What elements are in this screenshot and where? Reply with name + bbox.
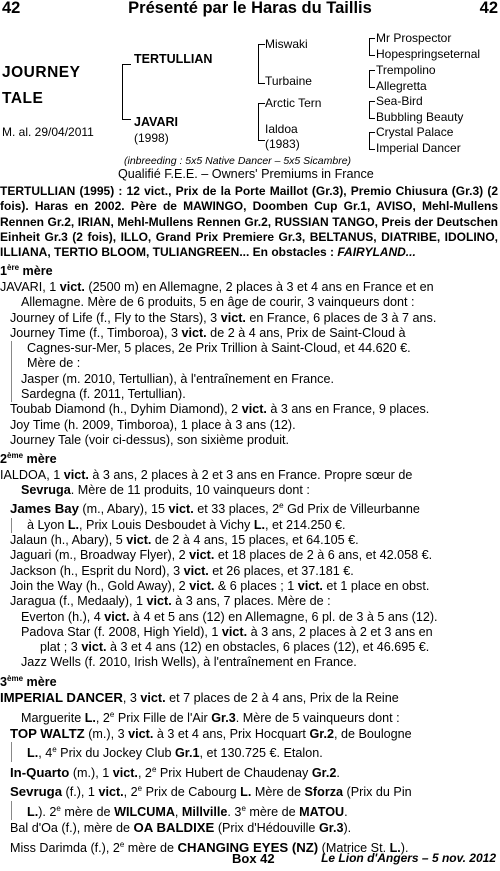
page-title: Présenté par le Haras du Taillis: [128, 0, 372, 17]
second-dam-paragraph: IALDOA, 1 vict. à 3 ans, 2 places à 2 et 3 ans en France. Propre sœur de: [0, 467, 413, 482]
bracket-sire: [258, 44, 265, 84]
produce-miss-darimda: Miss Darimda (f.), 2e mère de CHANGING EYES (NZ) (Matrice St. L.).: [10, 839, 409, 855]
bracket-ss: [369, 38, 375, 56]
produce-journey-tale: Journey Tale (voir ci-dessus), son sixième produit.: [10, 432, 290, 447]
ddd: Imperial Dancer: [376, 141, 461, 155]
produce-join-the-way: Join the Way (h., Gold Away), 2 vict. & 6 places ; 1 vict. et 1 place en obst.: [10, 578, 430, 593]
section-second-dam: 2ème mère: [0, 451, 57, 467]
dds: Crystal Palace: [376, 125, 454, 139]
third-dam-paragraph: IMPERIAL DANCER, 3 vict. et 7 places de 2 à 4 ans, Prix de la Reine: [0, 690, 399, 706]
sire-name: TERTULLIAN: [134, 52, 213, 66]
qualifie-line: Qualifié F.E.E. – Owners' Premiums in France: [118, 167, 374, 181]
dsd: Bubbling Beauty: [376, 110, 464, 124]
bracket-ds: [369, 101, 375, 119]
sss: Mr Prospector: [376, 31, 452, 45]
lot-number-left: 42: [2, 0, 21, 17]
dam-dam: Ialdoa: [265, 122, 298, 136]
ssd: Hopespringseternal: [376, 47, 481, 61]
sdd: Allegretta: [376, 79, 427, 93]
produce-toubab: Toubab Diamond (h., Dyhim Diamond), 2 vict. à 3 ans en France, 9 places.: [10, 402, 430, 417]
horse-name-line2: TALE: [2, 90, 44, 107]
produce-in-quarto: In-Quarto (m.), 1 vict., 2e Prix Hubert de Chaudenay Gr.2.: [10, 764, 340, 780]
page-footer: [0, 851, 500, 869]
page-header: [0, 0, 500, 20]
produce-jaragua: Jaragua (f., Medaaly), 1 vict. à 3 ans, 7 places. Mère de :: [10, 594, 331, 609]
produce-sevruga: Sevruga (f.), 1 vict., 2e Prix de Cabourg L. Mère de Sforza (Prix du Pin: [10, 784, 412, 800]
box-number: Box 42: [232, 851, 275, 866]
sds: Trempolino: [376, 63, 436, 77]
produce-jalaun: Jalaun (h., Abary), 5 vict. de 2 à 4 ans, 15 places, et 64.105 €.: [10, 533, 359, 548]
bracket-dd: [369, 132, 375, 150]
produce-journey-of-life: Journey of Life (f., Fly to the Stars), 3 vict. en France, 6 places de 3 à 7 ans.: [10, 310, 437, 325]
produce-joy-time: Joy Time (h. 2009, Timboroa), 1 place à 3 ans (12).: [10, 417, 296, 432]
sire-dam: Turbaine: [265, 74, 312, 88]
dam-dam-year: (1983): [265, 137, 300, 151]
section-first-dam: 1ère mère: [0, 263, 53, 279]
produce-james-bay: James Bay (m., Abary), 15 vict. et 33 places, 2e Gd Prix de Villeurbanne: [10, 501, 420, 517]
dam-sire: Arctic Tern: [265, 96, 322, 110]
produce-bal-doa: Bal d'Oa (f.), mère de OA BALDIXE (Prix d'Hédouville Gr.3).: [10, 820, 352, 836]
catalogue-body: TERTULLIAN (1995) : 12 vict., Prix de la Porte Maillot (Gr.3), Premio Chiusura (Gr.3) (2 fois). Haras en 2002. Père de MAWINGO, Doomben Cup Gr.1, AVISO, Mehl-Mullens Rennen Gr.2, IRIAN, Mehl-Mullens Rennen Gr.2, RUSSIAN TANGO, Preis der Deutschen Einheit Gr.3 (2 fois), ILLO, Grand Prix Premiere Gr.3, BELTANUS, DIATRIBE, IDOLINO, ILLIANA, TERTIO BLOOM, TULIANGREEN... En obstacles : FAIRYLAND... 1ère mère JAVARI, 1 vict. (2500 m) en Allemagne, 2 places à 3 et 4 ans en France et en Allemagne. Mère de 6 produits, 5 en âge de courir, 3 vainqueurs dont : Journey of Life (f., Fly to the Stars), 3 vict. en France, 6 places de 3 à 7 ans. Journey Time (f., Timboroa), 3 vict. de 2 à 4 ans, Prix de Saint-Cloud à Cagnes-sur-Mer, 5 places, 2e Prix Trillion à Saint-Cloud, et 44.620 €. Mère de : Jasper (m. 2010, Tertullian), à l'entraînement en France. Sardegna (f. 2011, Tertullian). Toubab Diamond (h., Dyhim Diamond), 2 vict. à 3 ans en France, 9 places. Joy Time (h. 2009, Timboroa), 1 place à 3 ans (12). Journey Tale (voir ci-dessus), son sixième produit. 2ème mère IALDOA, 1 vict. à 3 ans, 2 places à 2 et 3 ans en France. Propre sœur de Sevruga. Mère de 11 produits, 10 vainqueurs dont : James Bay (m., Abary), 15 vict. et 33 places, 2e Gd Prix de Villeurbanne à Lyon L., Prix Louis Desboudet à Vichy L., et 214.250 €. Jalaun (h., Abary), 5 vict. de 2 à 4 ans, 15 places, et 64.105 €. Jaguari (m., Broadway Flyer), 2 vict. et 18 places de 2 à 6 ans, et 42.058 €. Jackson (h., Esprit du Nord), 3 vict. et 26 places, et 37.181 €. Join the Way (h., Gold Away), 2 vict. & 6 places ; 1 vict. et 1 place en obst. Jaragua (f., Medaaly), 1 vict. à 3 ans, 7 places. Mère de : Everton (h.), 4 vict. à 4 et 5 ans (12) en Allemagne, 6 pl. de 3 à 5 ans (12). Padova Star (f. 2008, High Yield), 1 vict. à 3 ans, 2 places à 2 et 3 ans en plat ; 3 vict. à 3 et 4 ans (12) en obstacles, 6 places (12), et 46.695 €. Jazz Wells (f. 2010, Irish Wells), à l'entraînement en France. 3ème mère IMPERIAL DANCER, 3 vict. et 7 places de 2 à 4 ans, Prix de la Reine Marguerite L., 2e Prix Fille de l'Air Gr.3. Mère de 5 vainqueurs dont : TOP WALTZ (m.), 3 vict. à 3 et 4 ans, Prix Hocquart Gr.2, de Boulogne L., 4e Prix du Jockey Club Gr.1, et 130.725 €. Etalon. In-Quarto (m.), 1 vict., 2e Prix Hubert de Chaudenay Gr.2. Sevruga (f.), 1 vict., 2e Prix de Cabourg L. Mère de Sforza (Prix du Pin L.). 2e mère de WILCUMA, Millville. 3e mère de MATOU. Bal d'Oa (f.), mère de OA BALDIXE (Prix d'Hédouville Gr.3). Miss Darimda (f.), 2e mère de CHANGING EYES (NZ) (Matrice St. L.).: [0, 184, 498, 855]
bracket-sd: [369, 70, 375, 88]
section-third-dam: 3ème mère: [0, 673, 57, 689]
sire-sire: Miswaki: [265, 37, 308, 51]
lot-number-right: 42: [479, 0, 498, 17]
inbreeding-note: (inbreeding : 5x5 Native Dancer – 5x5 Sicambre): [124, 155, 352, 167]
sire-paragraph: TERTULLIAN (1995) : 12 vict., Prix de la Porte Maillot (Gr.3), Premio Chiusura (Gr.3) (2 fois). Haras en 2002. Père de MAWINGO, Doomben Cup Gr.1, AVISO, Mehl-Mullens Rennen Gr.2, IRIAN, Mehl-Mullens Rennen Gr.2, RUSSIAN TANGO, Preis der Deutschen Einheit Gr.3 (2 fois), ILLO, Grand Prix Premiere Gr.3, BELTANUS, DIATRIBE, IDOLINO, ILLIANA, TERTIO BLOOM, TULIANGREEN... En obstacles : FAIRYLAND...: [0, 184, 498, 260]
event-info: Le Lion d'Angers – 5 nov. 2012: [321, 851, 496, 865]
produce-journey-time: Journey Time (f., Timboroa), 3 vict. de 2 à 4 ans, Prix de Saint-Cloud à: [10, 325, 406, 340]
horse-name-line1: JOURNEY: [2, 64, 81, 81]
dam-name: JAVARI: [134, 115, 178, 129]
bracket-gen1: [122, 64, 131, 120]
produce-jaguari: Jaguari (m., Broadway Flyer), 2 vict. et 18 places de 2 à 6 ans, et 42.058 €.: [10, 548, 433, 563]
produce-top-waltz: TOP WALTZ (m.), 3 vict. à 3 et 4 ans, Prix Hocquart Gr.2, de Boulogne: [10, 726, 412, 742]
dss: Sea-Bird: [376, 94, 423, 108]
dam-year: (1998): [134, 131, 169, 145]
bracket-dam: [258, 103, 265, 141]
produce-jackson: Jackson (h., Esprit du Nord), 3 vict. et 26 places, et 37.181 €.: [10, 563, 354, 578]
horse-details: M. al. 29/04/2011: [2, 125, 94, 139]
first-dam-paragraph: JAVARI, 1 vict. (2500 m) en Allemagne, 2 places à 3 et 4 ans en France et en: [0, 279, 434, 294]
